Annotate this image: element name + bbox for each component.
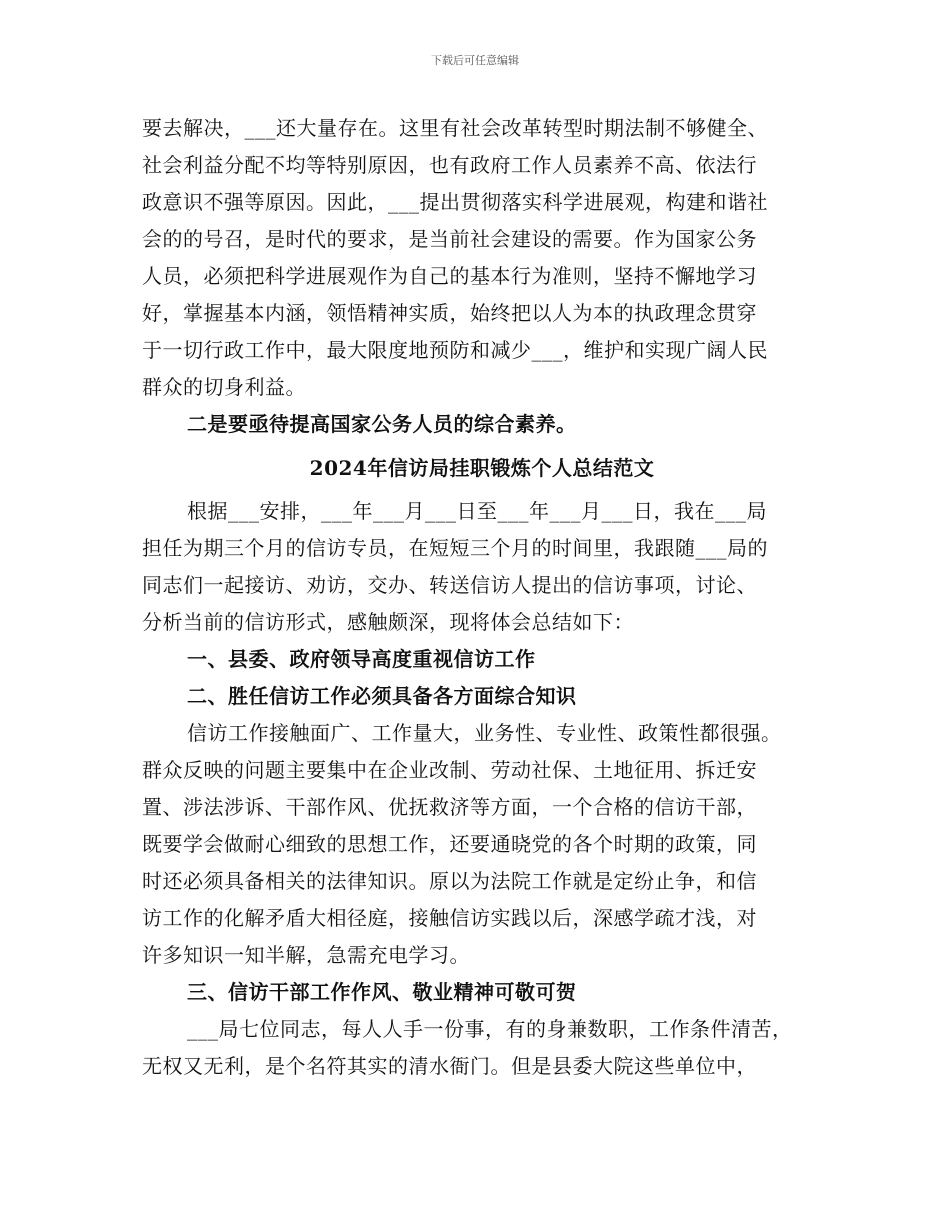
document-body xyxy=(142,110,822,1085)
text-line: ___局七位同志，每人人手一份事，有的身兼数职，工作条件清苦， xyxy=(187,1017,793,1041)
text-line: 担任为期三个月的信访专员，在短短三个月的时间里，我跟随___局的 xyxy=(142,536,768,560)
text-line: 同志们一起接访、劝访，交办、转送信访人提出的信访事项，讨论、 xyxy=(142,573,757,597)
text-line: 访工作的化解矛盾大相径庭，接触信访实践以后，深感学疏才浅，对 xyxy=(142,906,757,930)
text-line: 分析当前的信访形式，感触颇深，现将体会总结如下： xyxy=(142,610,634,634)
text-line: 无权又无利，是个名符其实的清水衙门。但是县委大院这些单位中， xyxy=(142,1054,757,1078)
text-line: 于一切行政工作中，最大限度地预防和减少___，维护和实现广阔人民 xyxy=(142,338,768,362)
text-line: 政意识不强等原因。因此，___提出贯彻落实科学进展观，构建和谐社 xyxy=(142,190,768,214)
text-line: 根据___安排，___年___月___日至___年___月___日，我在___局 xyxy=(187,499,767,523)
text-line: 置、涉法涉诉、干部作风、优抚救济等方面，一个合格的信访干部， xyxy=(142,795,757,819)
text-line: 既要学会做耐心细致的思想工作，还要通晓党的各个时期的政策，同 xyxy=(142,832,757,856)
text-line: 人员，必须把科学进展观作为自己的基本行为准则，坚持不懈地学习 xyxy=(142,264,757,288)
text-line: 信访工作接触面广、工作量大，业务性、专业性、政策性都很强。 xyxy=(187,721,782,745)
text-line: 群众反映的问题主要集中在企业改制、劳动社保、土地征用、拆迁安 xyxy=(142,758,757,782)
section-heading: 三、信访干部工作作风、敬业精神可敬可贺 xyxy=(187,980,577,1004)
document-title: 2024年信访局挂职锻炼个人总结范文 xyxy=(309,456,655,480)
page-header: 下载后可任意编辑 xyxy=(431,54,519,67)
text-line: 群众的切身利益。 xyxy=(142,375,306,399)
text-line: 时还必须具备相关的法律知识。原以为法院工作就是定纷止争，和信 xyxy=(142,869,757,893)
text-line: 许多知识一知半解，急需充电学习。 xyxy=(142,943,470,967)
text-line: 社会利益分配不均等特别原因，也有政府工作人员素养不高、依法行 xyxy=(142,153,757,177)
text-line: 好，掌握基本内涵，领悟精神实质，始终把以人为本的执政理念贯穿 xyxy=(142,301,757,325)
section-heading: 二、胜任信访工作必须具备各方面综合知识 xyxy=(187,684,577,708)
text-line: 要去解决，___还大量存在。这里有社会改革转型时期法制不够健全、 xyxy=(142,116,768,140)
section-heading: 二是要亟待提高国家公务人员的综合素养。 xyxy=(187,412,577,436)
section-heading: 一、县委、政府领导高度重视信访工作 xyxy=(187,647,536,671)
text-line: 会的的号召，是时代的要求，是当前社会建设的需要。作为国家公务 xyxy=(142,227,757,251)
